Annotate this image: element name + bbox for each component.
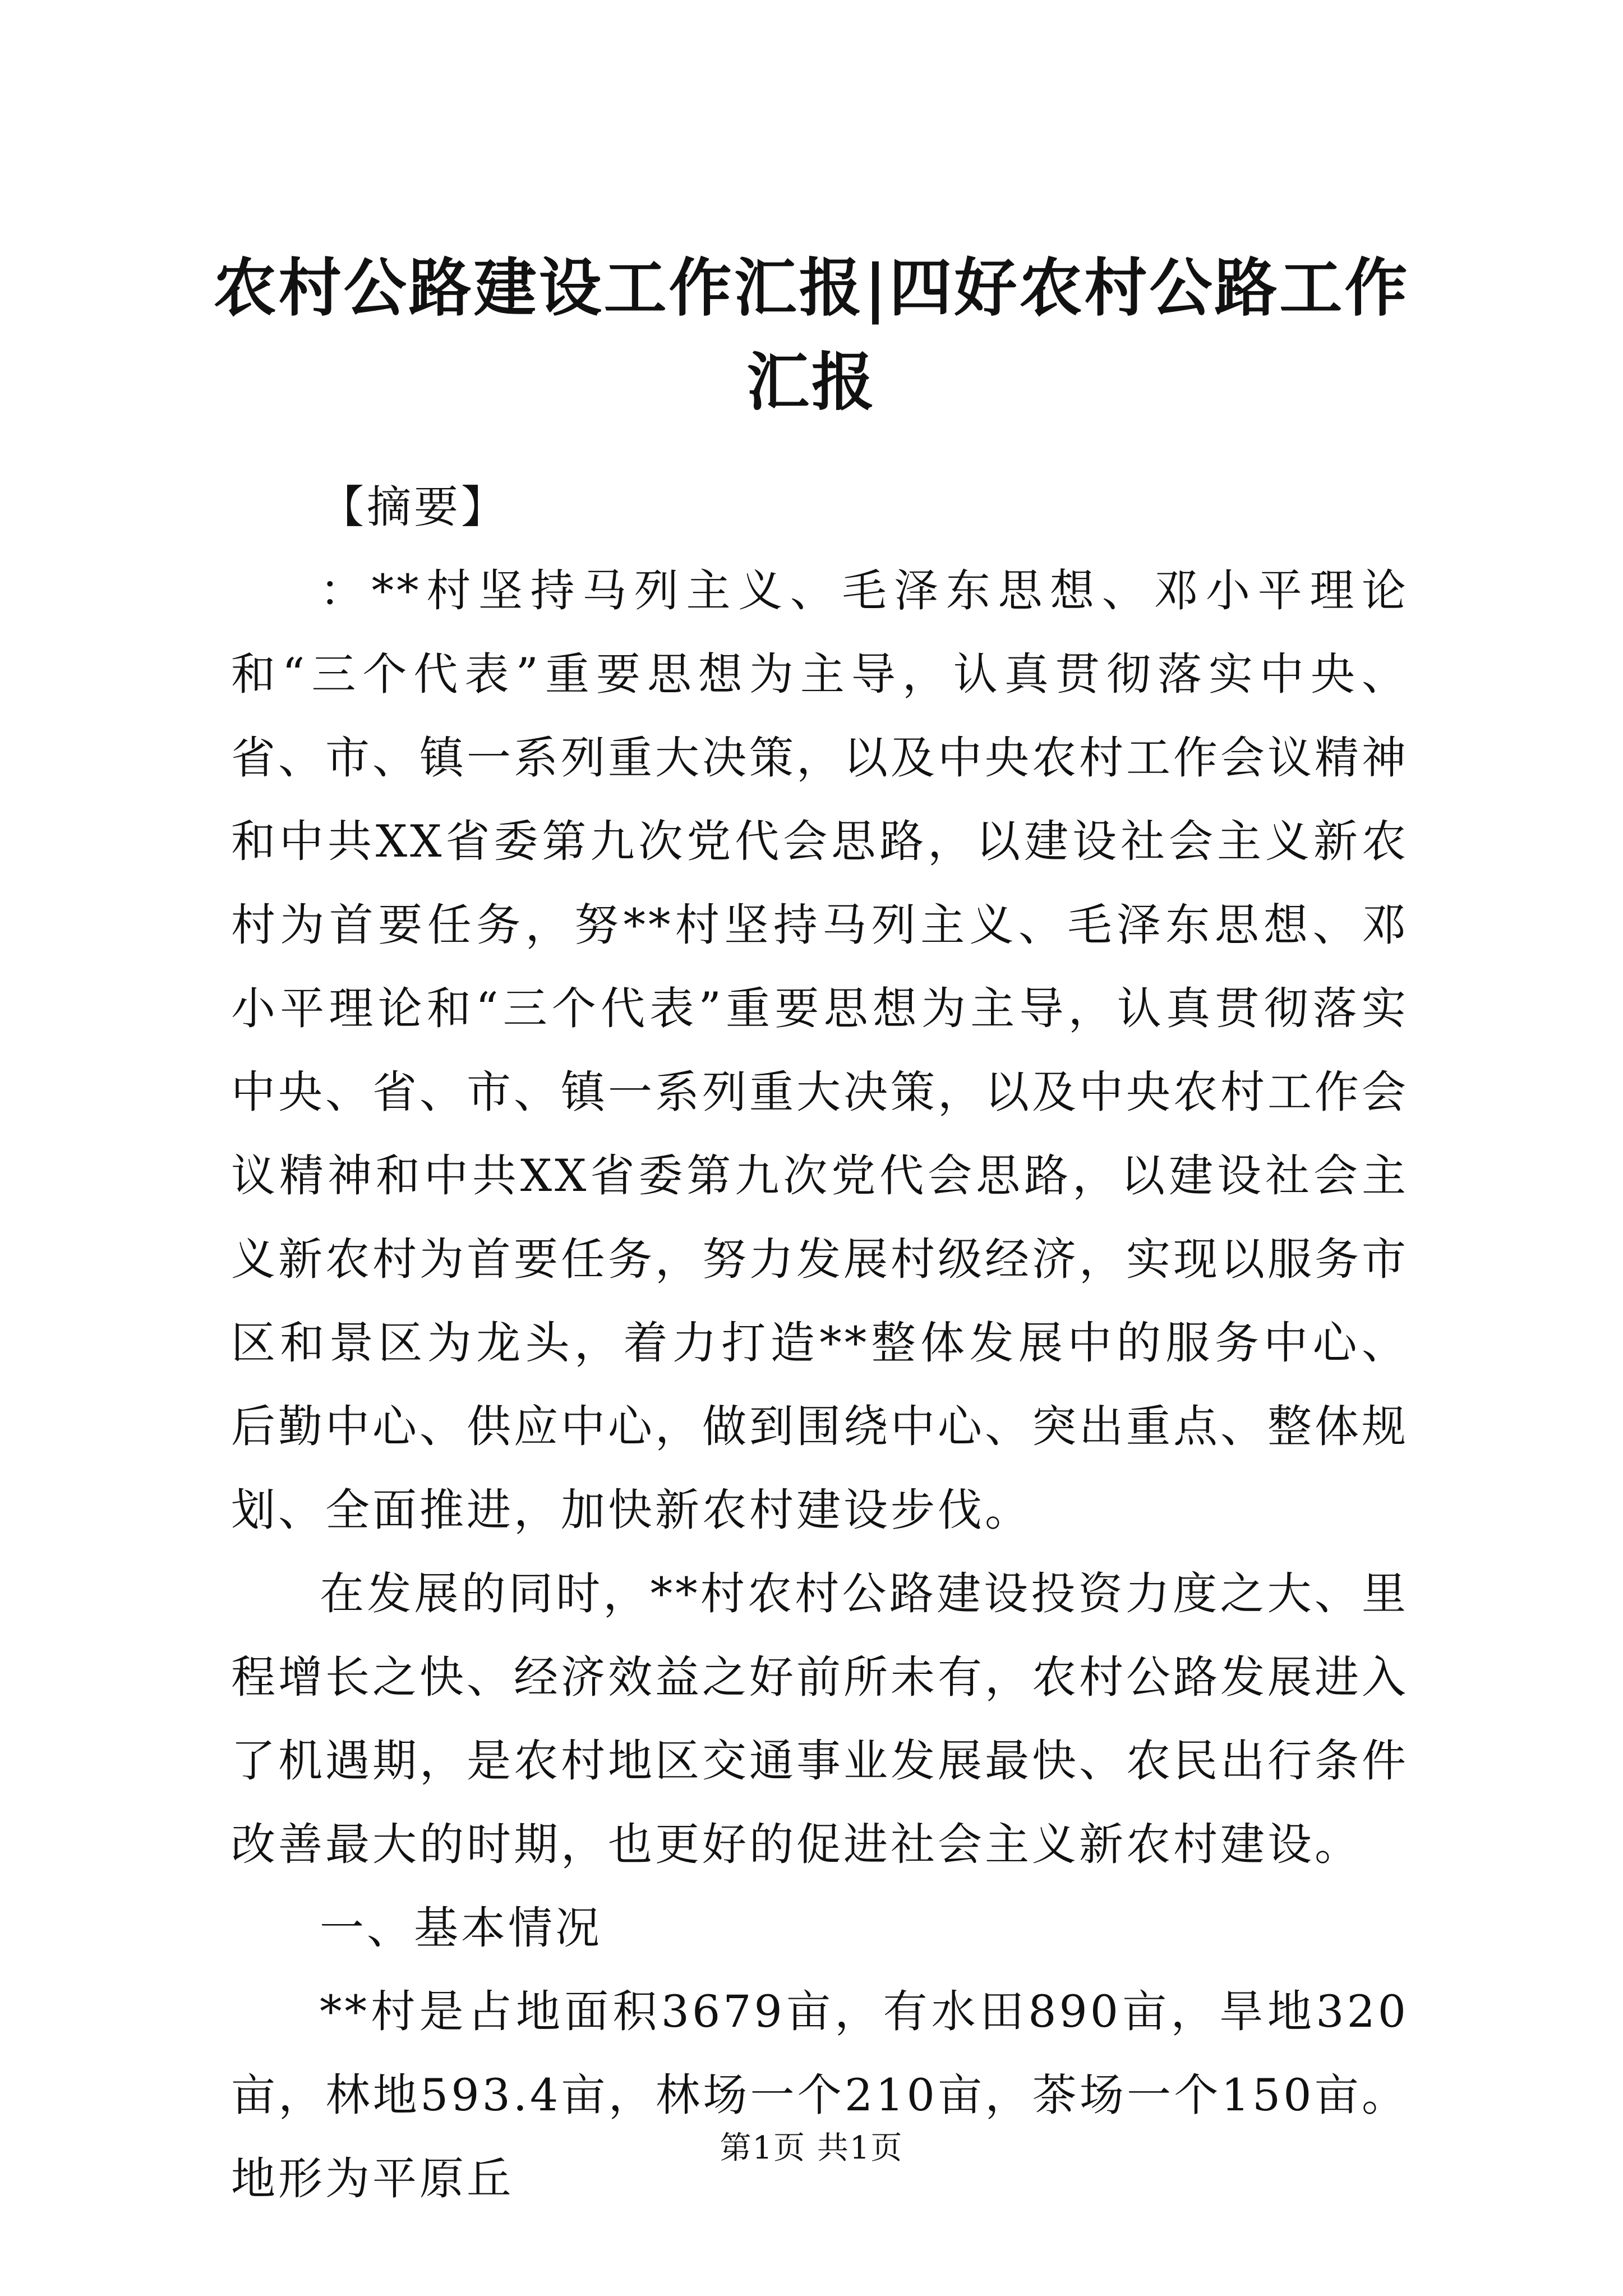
paragraph-development: 在发展的同时，**村农村公路建设投资力度之大、里程增长之快、经济效益之好前所未有，农村公路发展进入了机遇期，是农村地区交通事业发展最快、农民出行条件改善最大的时期，也更好的促进社会主义新农村建设。 xyxy=(231,1568,1409,1870)
document-title: 农村公路建设工作汇报|四好农村公路工作汇报 xyxy=(213,251,1410,419)
abstract-label: 【摘要】 xyxy=(320,481,508,533)
paragraph-village-overview: **村是占地面积3679亩，有水田890亩，旱地320亩，林地593.4亩，林场一个210亩，茶场一个150亩。地形为平原丘 xyxy=(231,1986,1409,2205)
page-footer: 第1页 共1页 xyxy=(720,2130,903,2166)
paragraph-abstract: ：**村坚持马列主义、毛泽东思想、邓小平理论和“三个代表”重要思想为主导，认真贯彻落实中央、省、市、镇一系列重大决策，以及中央农村工作会议精神和中共XX省委第九次党代会思路，以建设社会主义新农村为首要任务，努**村坚持马列主义、毛泽东思想、邓小平理论和“三个代表”重要思想为主导，认真贯彻落实中央、省、市、镇一系列重大决策，以及中央农村工作会议精神和中共XX省委第九次党代会思路，以建设社会主义新农村为首要任务，努力发展村级经济，实现以服务市区和景区为龙头，着力打造**整体发展中的服务中心、后勤中心、供应中心，做到围绕中心、突出重点、整体规划、全面推进，加快新农村建设步伐。 xyxy=(231,565,1409,1536)
document-body xyxy=(231,466,1409,2221)
section-heading-basic-situation: 一、基本情况 xyxy=(320,1902,602,1954)
